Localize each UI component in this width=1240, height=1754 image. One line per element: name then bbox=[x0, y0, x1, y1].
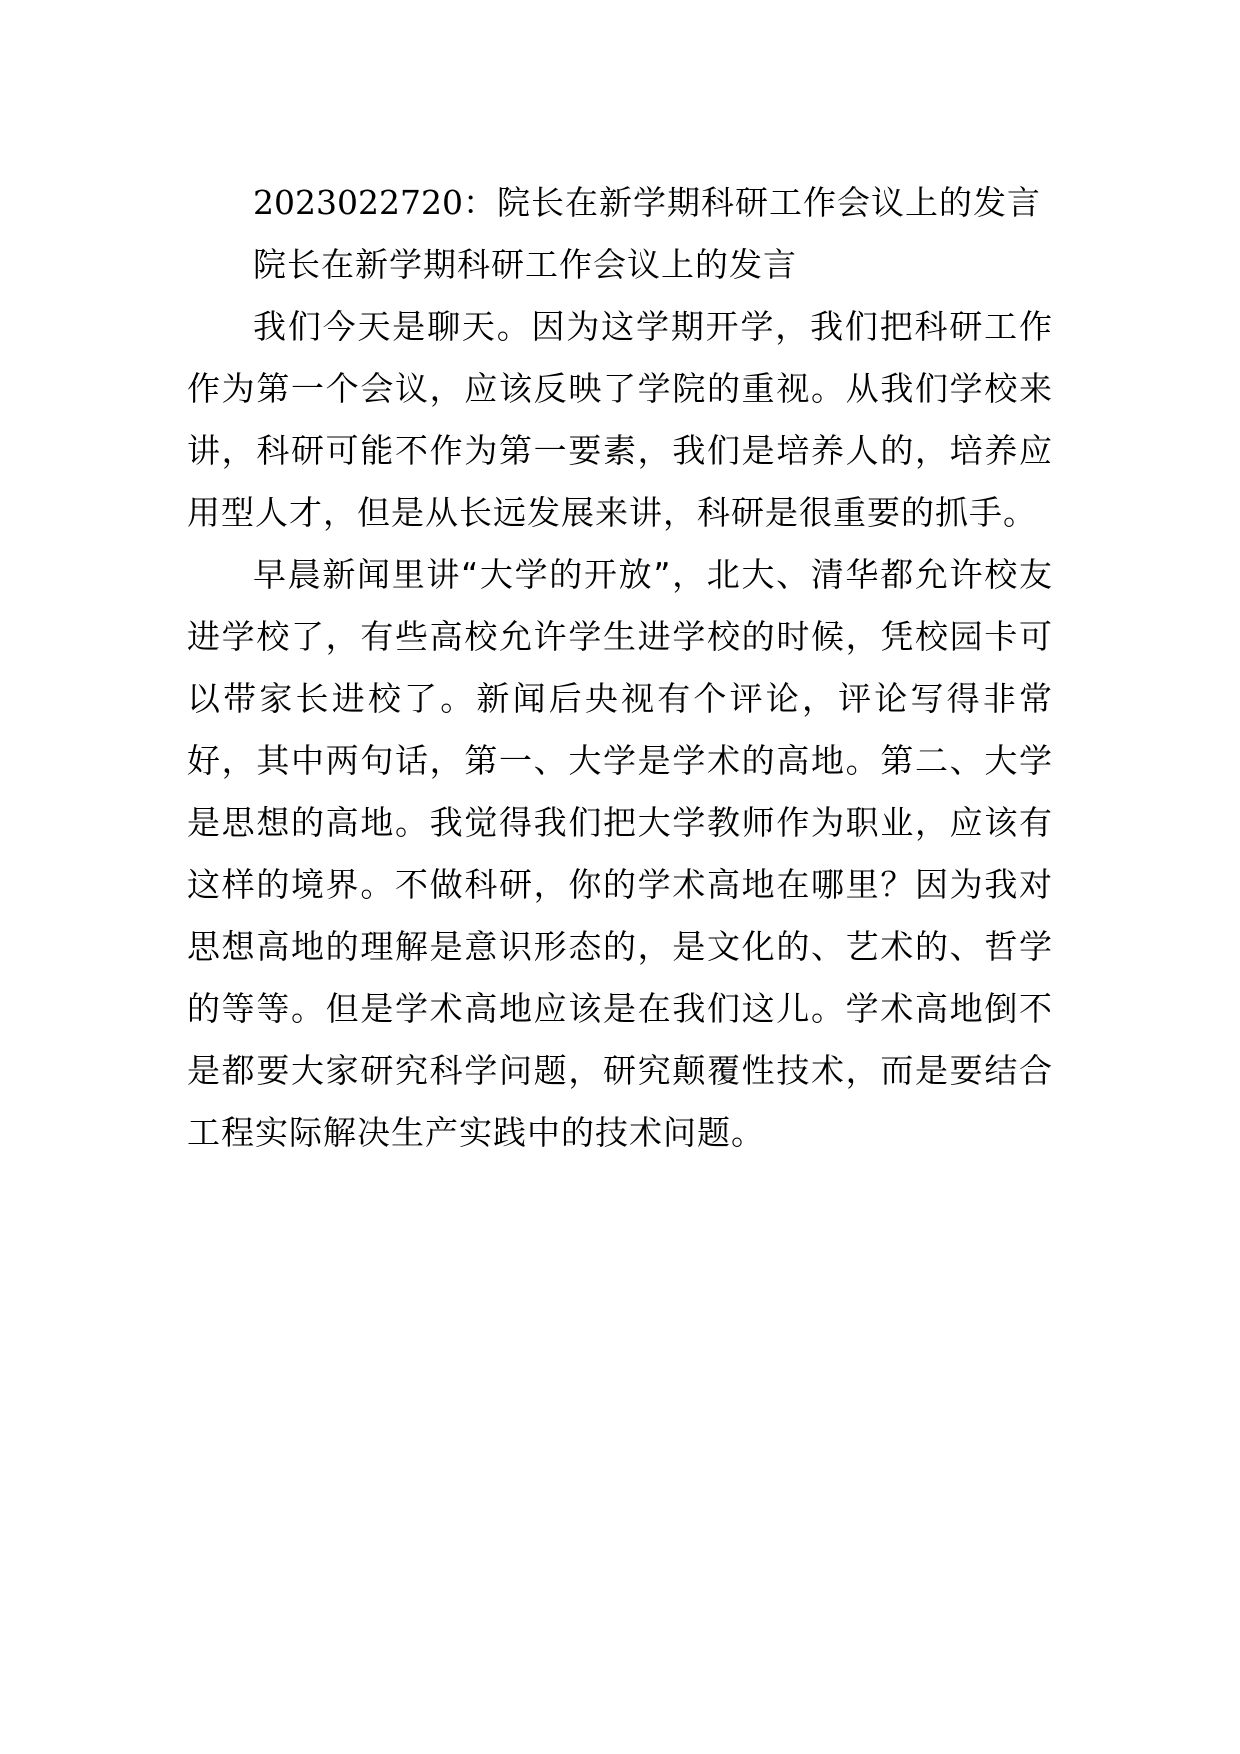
paragraph-2: 早晨新闻里讲“大学的开放”，北大、清华都允许校友进学校了，有些高校允许学生进学校的时候，凭校园卡可以带家长进校了。新闻后央视有个评论，评论写得非常好，其中两句话，第一、大学是学术的高地。第二、大学是思想的高地。我觉得我们把大学教师作为职业，应该有这样的境界。不做科研，你的学术高地在哪里？因为我对思想高地的理解是意识形态的，是文化的、艺术的、哲学的等等。但是学术高地应该是在我们这儿。学术高地倒不是都要大家研究科学问题，研究颠覆性技术，而是要结合工程实际解决生产实践中的技术问题。 bbox=[187, 555, 1053, 1152]
document-subtitle: 院长在新学期科研工作会议上的发言 bbox=[253, 245, 797, 284]
heading-separator: ： bbox=[462, 183, 497, 222]
document-body bbox=[187, 172, 1053, 1164]
paragraph-1: 我们今天是聊天。因为这学期开学，我们把科研工作作为第一个会议，应该反映了学院的重视。从我们学校来讲，科研可能不作为第一要素，我们是培养人的，培养应用型人才，但是从长远发展来讲，科研是很重要的抓手。 bbox=[187, 307, 1053, 532]
document-id: 2023022720 bbox=[253, 183, 463, 222]
heading-title: 院长在新学期科研工作会议上的发言 bbox=[496, 183, 1041, 222]
document-heading bbox=[187, 172, 1053, 234]
